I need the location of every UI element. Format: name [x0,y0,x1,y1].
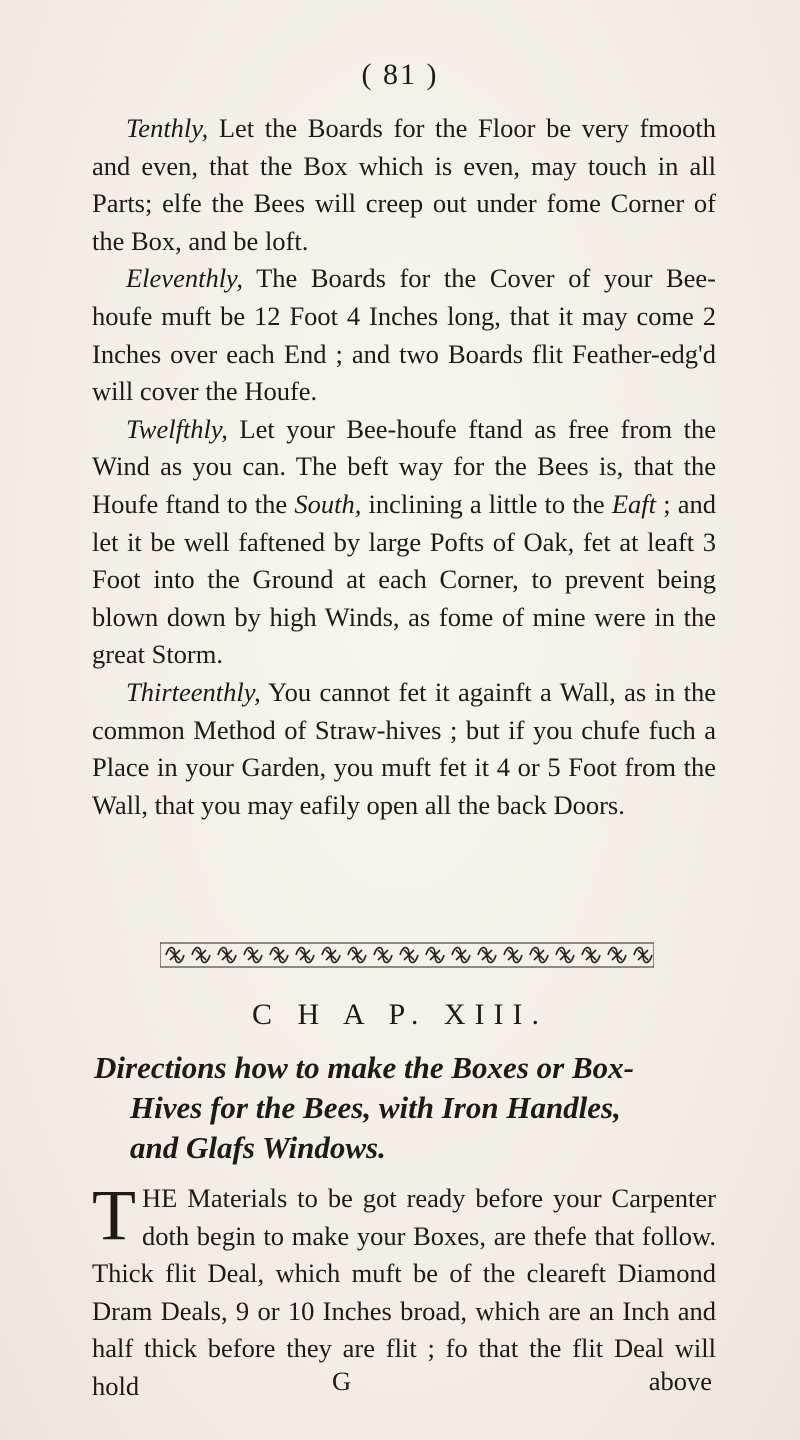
ornament-glyph [634,948,652,963]
ornament-glyph [322,948,340,963]
chapter-paragraph: THE Materials to be got ready before your Carpenter doth begin to make your Boxes, are thefe that follow. Thick flit Deal, which muft be of the cleareft Diamond Dram Deals, 9 or 10 Inches broad, which are an Inch and half thick before they are flit ; fo that the flit Deal will hold [92,1175,716,1401]
ornament-glyph [192,948,210,963]
ornament-glyph [452,948,470,963]
page-number: ( 81 ) [361,58,439,91]
ornament-glyph [400,948,418,963]
ornament-glyph [166,948,184,963]
paragraph-twelfthly: Twelfthly, Let your Bee-houfe ftand as free from the Wind as you can. The beft way for the Bees is, that the Houfe ftand to the South, inclining a little to the Eaft ; and let it be well faftened by large Pofts of Oak, fet at leaft 3 Foot into the Ground at each Corner, to prevent being blown down by high Winds, as fome of mine were in the great Storm. [92,413,716,670]
chapter-body [92,1175,716,1406]
ornament-glyph [270,948,288,963]
ornament-glyph [504,948,522,963]
ornament-glyph [296,948,314,963]
paragraph-eleventhly: Eleventhly, The Boards for the Cover of your Bee-houfe muft be 12 Foot 4 Inches long, that it may come 2 Inches over each End ; and two Boards flit Feather-edg'd will cover the Houfe. [92,263,716,407]
ornament-glyph [478,948,496,963]
chapter-title: C H A P. XIII. [251,998,549,1031]
paragraph-thirteenthly: Thirteenthly, You cannot fet it againft a Wall, as in the common Method of Straw-hives ; but if you chufe fuch a Place in your Garden, you muft fet it 4 or 5 Foot from the Wall, that you may eafily open all the back Doors. [92,676,716,820]
ornament-glyph [556,948,574,963]
ornament-glyph [530,948,548,963]
ornament-band [160,942,654,968]
chapter-heading: Directions how to make the Boxes or Box- Hives for the Bees, with Iron Handles, and Glafs Windows. [94,1050,634,1165]
ornament-glyph [374,948,392,963]
article-body [92,110,716,824]
ornament-glyph [218,948,236,963]
ornament-glyph [426,948,444,963]
ornament-glyph [582,948,600,963]
drop-cap: T [92,1175,136,1255]
ornament-glyph [608,948,626,963]
ornament-glyph [244,948,262,963]
paragraph-tenthly: Tenthly, Let the Boards for the Floor be very fmooth and even, that the Box which is even, may touch in all Parts; elfe the Bees will creep out under fome Corner of the Box, and be loft. [92,113,716,256]
ornament-glyph [348,948,366,963]
catchword: above [648,1366,712,1396]
signature-mark: G [332,1366,352,1396]
